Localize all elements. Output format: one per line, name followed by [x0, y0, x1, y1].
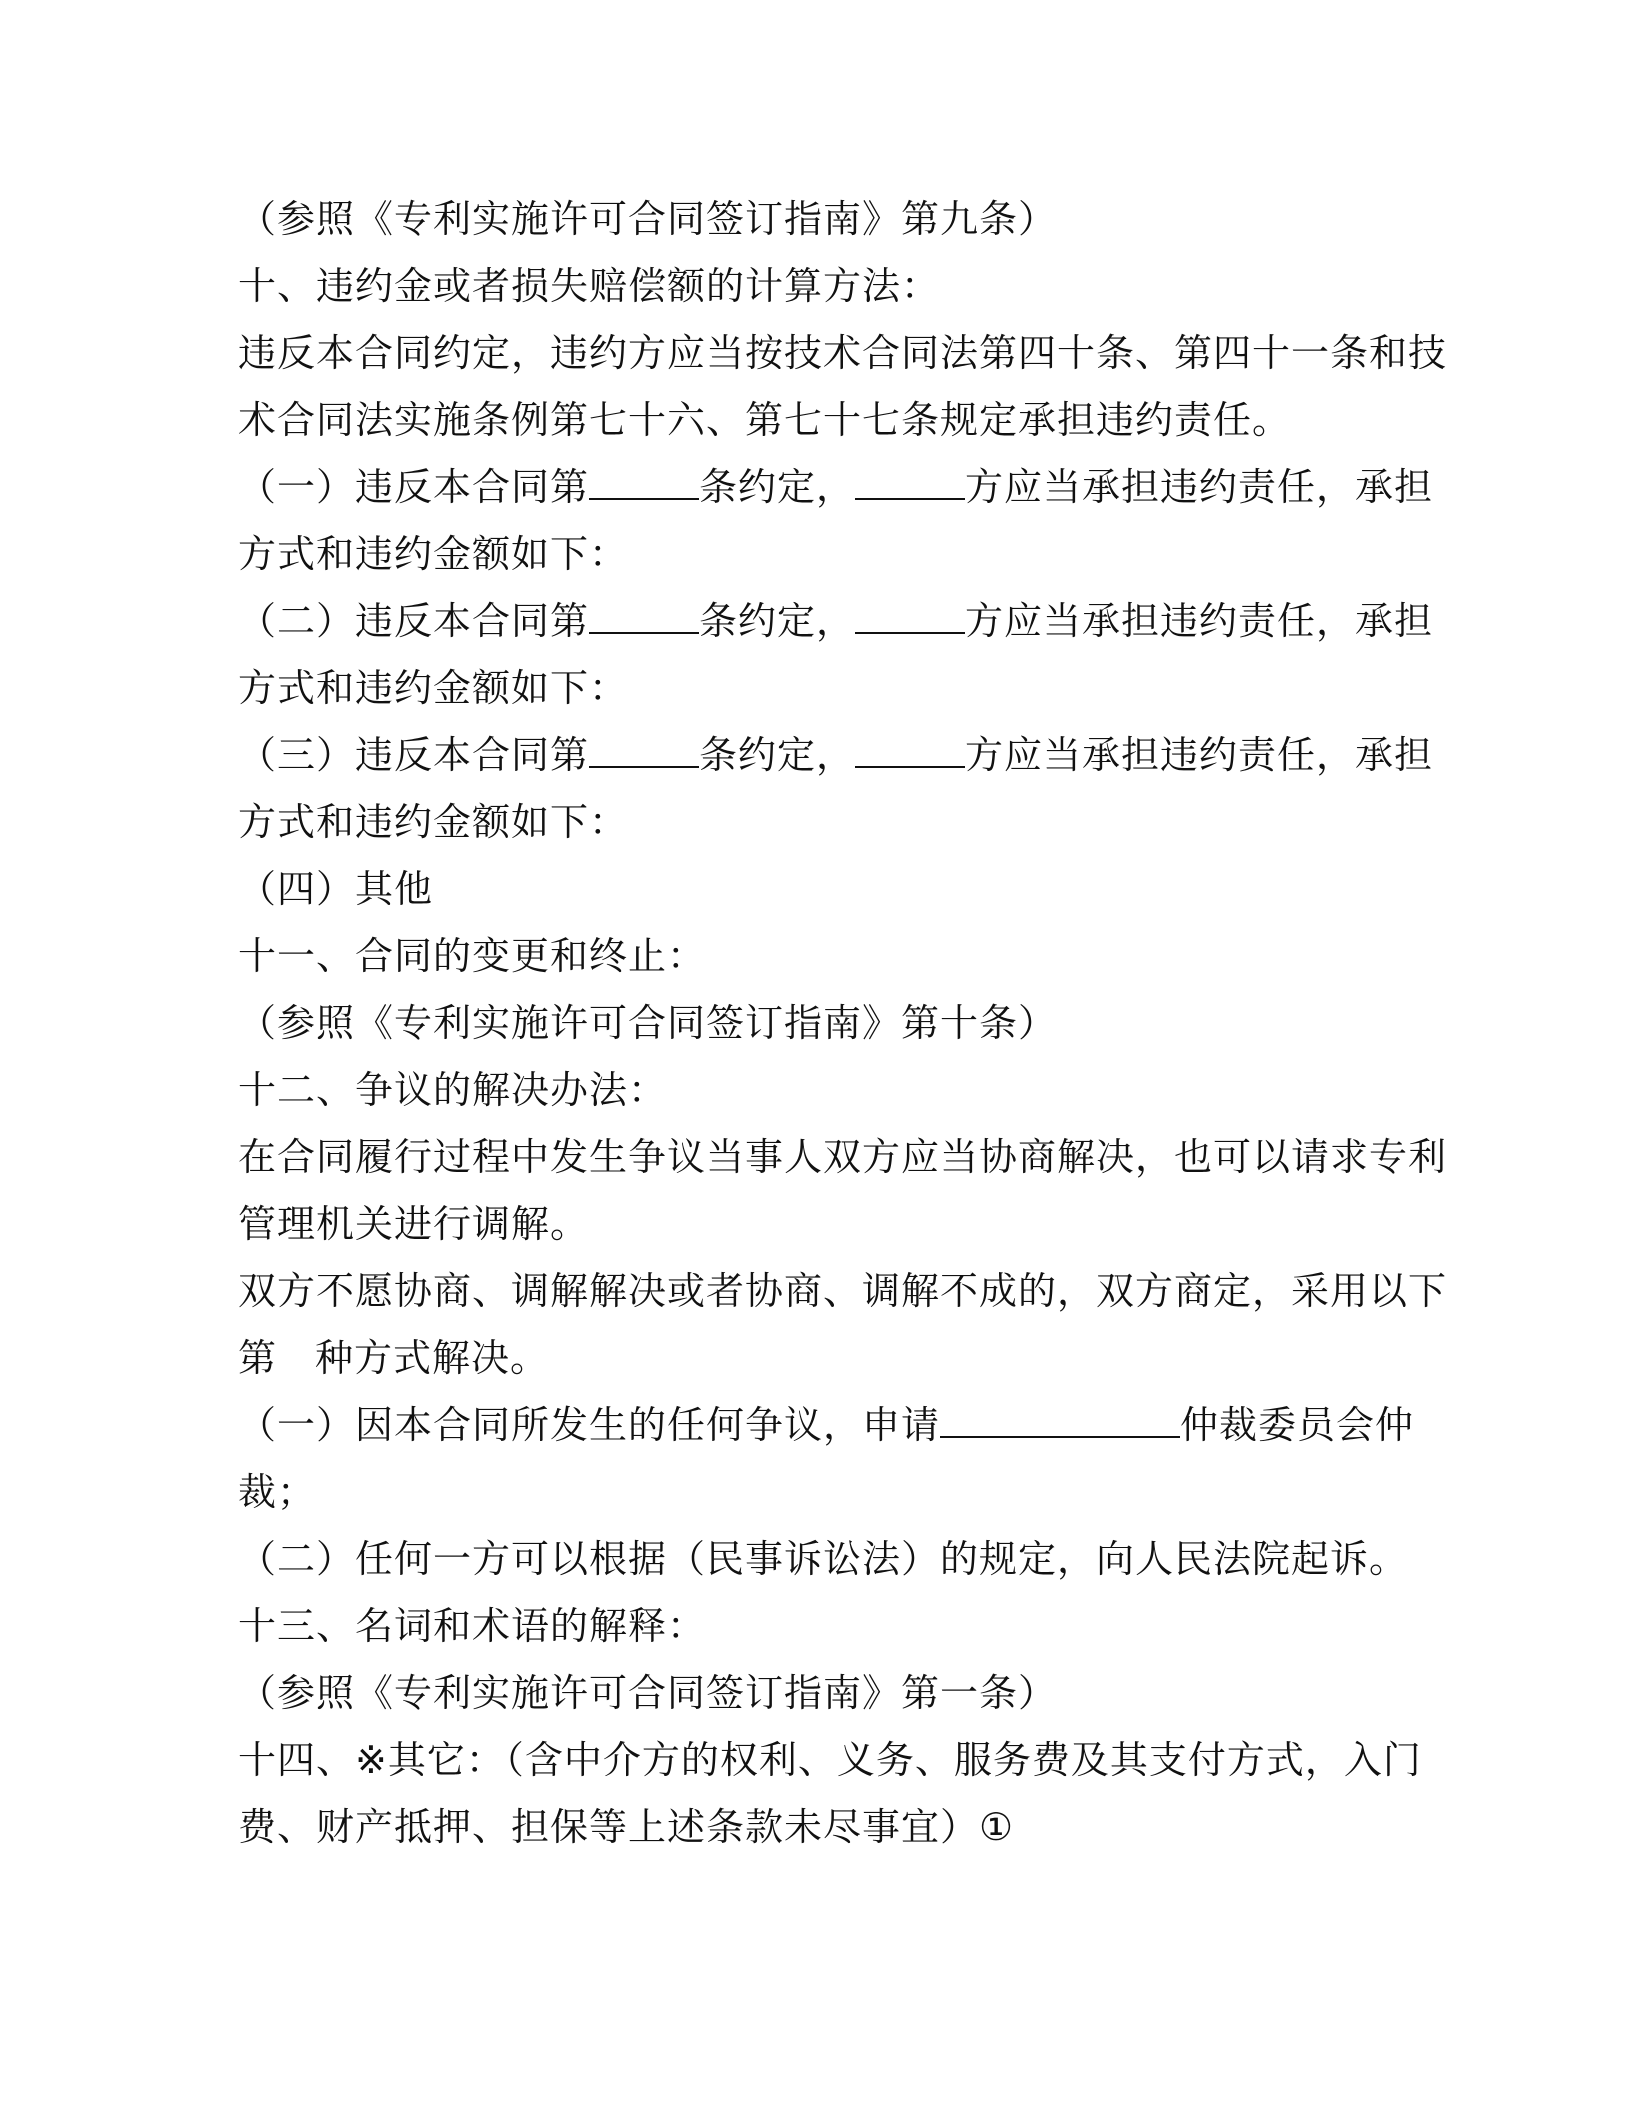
breach-item-2-suffix: 方应当承担违约责任，承担 [965, 599, 1434, 643]
article-number-blank-3[interactable] [589, 736, 699, 768]
section-12-heading: 十二、争议的解决办法： [238, 1068, 668, 1112]
party-blank-2[interactable] [855, 602, 965, 634]
breach-item-3-continuation: 方式和违约金额如下： [238, 800, 629, 844]
method-prefix: 第 [238, 1336, 278, 1380]
section-11-heading: 十一、合同的变更和终止： [238, 934, 707, 978]
method-suffix: 种方式解决。 [315, 1336, 550, 1380]
arbitration-commission-blank[interactable] [940, 1406, 1180, 1438]
party-blank-3[interactable] [855, 736, 965, 768]
breach-item-2-continuation: 方式和违约金额如下： [238, 666, 629, 710]
section-13-heading: 十三、名词和术语的解释： [238, 1604, 707, 1648]
breach-item-3-prefix: （三）违反本合同第 [238, 733, 590, 777]
dispute-option-1-prefix: （一）因本合同所发生的任何争议，申请 [238, 1403, 941, 1447]
breach-item-2-prefix: （二）违反本合同第 [238, 599, 590, 643]
section-10-heading: 十、违约金或者损失赔偿额的计算方法： [238, 264, 941, 308]
breach-item-1-continuation: 方式和违约金额如下： [238, 532, 629, 576]
breach-item-1 [238, 454, 1434, 521]
breach-item-4: （四）其他 [238, 867, 434, 911]
reference-article-1: （参照《专利实施许可合同签订指南》第一条） [238, 1671, 1058, 1715]
dispute-option-1 [238, 1392, 1415, 1459]
section-12-body-line-1: 在合同履行过程中发生争议当事人双方应当协商解决，也可以请求专利 [238, 1135, 1448, 1179]
section-12-body-line-4 [238, 1325, 1398, 1392]
article-number-blank-2[interactable] [589, 602, 699, 634]
section-12-body-line-3: 双方不愿协商、调解解决或者协商、调解不成的，双方商定，采用以下 [238, 1269, 1448, 1313]
dispute-option-1-suffix: 仲裁委员会仲 [1180, 1403, 1415, 1447]
party-blank-1[interactable] [855, 468, 965, 500]
section-10-body-line-1: 违反本合同约定，违约方应当按技术合同法第四十条、第四十一条和技 [238, 331, 1448, 375]
document-page [238, 186, 1448, 1861]
breach-item-3-suffix: 方应当承担违约责任，承担 [965, 733, 1434, 777]
breach-item-1-middle: 条约定， [699, 465, 856, 509]
breach-item-2 [238, 588, 1434, 655]
section-12-body-line-2: 管理机关进行调解。 [238, 1202, 590, 1246]
article-number-blank-1[interactable] [589, 468, 699, 500]
breach-item-1-suffix: 方应当承担违约责任，承担 [965, 465, 1434, 509]
section-14-line-1: 十四、※其它：（含中介方的权利、义务、服务费及其支付方式，入门 [238, 1738, 1422, 1782]
dispute-option-1-continuation: 裁； [238, 1470, 317, 1514]
reference-article-9: （参照《专利实施许可合同签订指南》第九条） [238, 197, 1058, 241]
dispute-option-2: （二）任何一方可以根据（民事诉讼法）的规定，向人民法院起诉。 [238, 1537, 1409, 1581]
section-10-body-line-2: 术合同法实施条例第七十六、第七十七条规定承担违约责任。 [238, 398, 1292, 442]
breach-item-1-prefix: （一）违反本合同第 [238, 465, 590, 509]
breach-item-2-middle: 条约定， [699, 599, 856, 643]
reference-article-10: （参照《专利实施许可合同签订指南》第十条） [238, 1001, 1058, 1045]
section-14-line-2: 费、财产抵押、担保等上述条款未尽事宜）① [238, 1805, 1015, 1849]
breach-item-3 [238, 722, 1434, 789]
breach-item-3-middle: 条约定， [699, 733, 856, 777]
